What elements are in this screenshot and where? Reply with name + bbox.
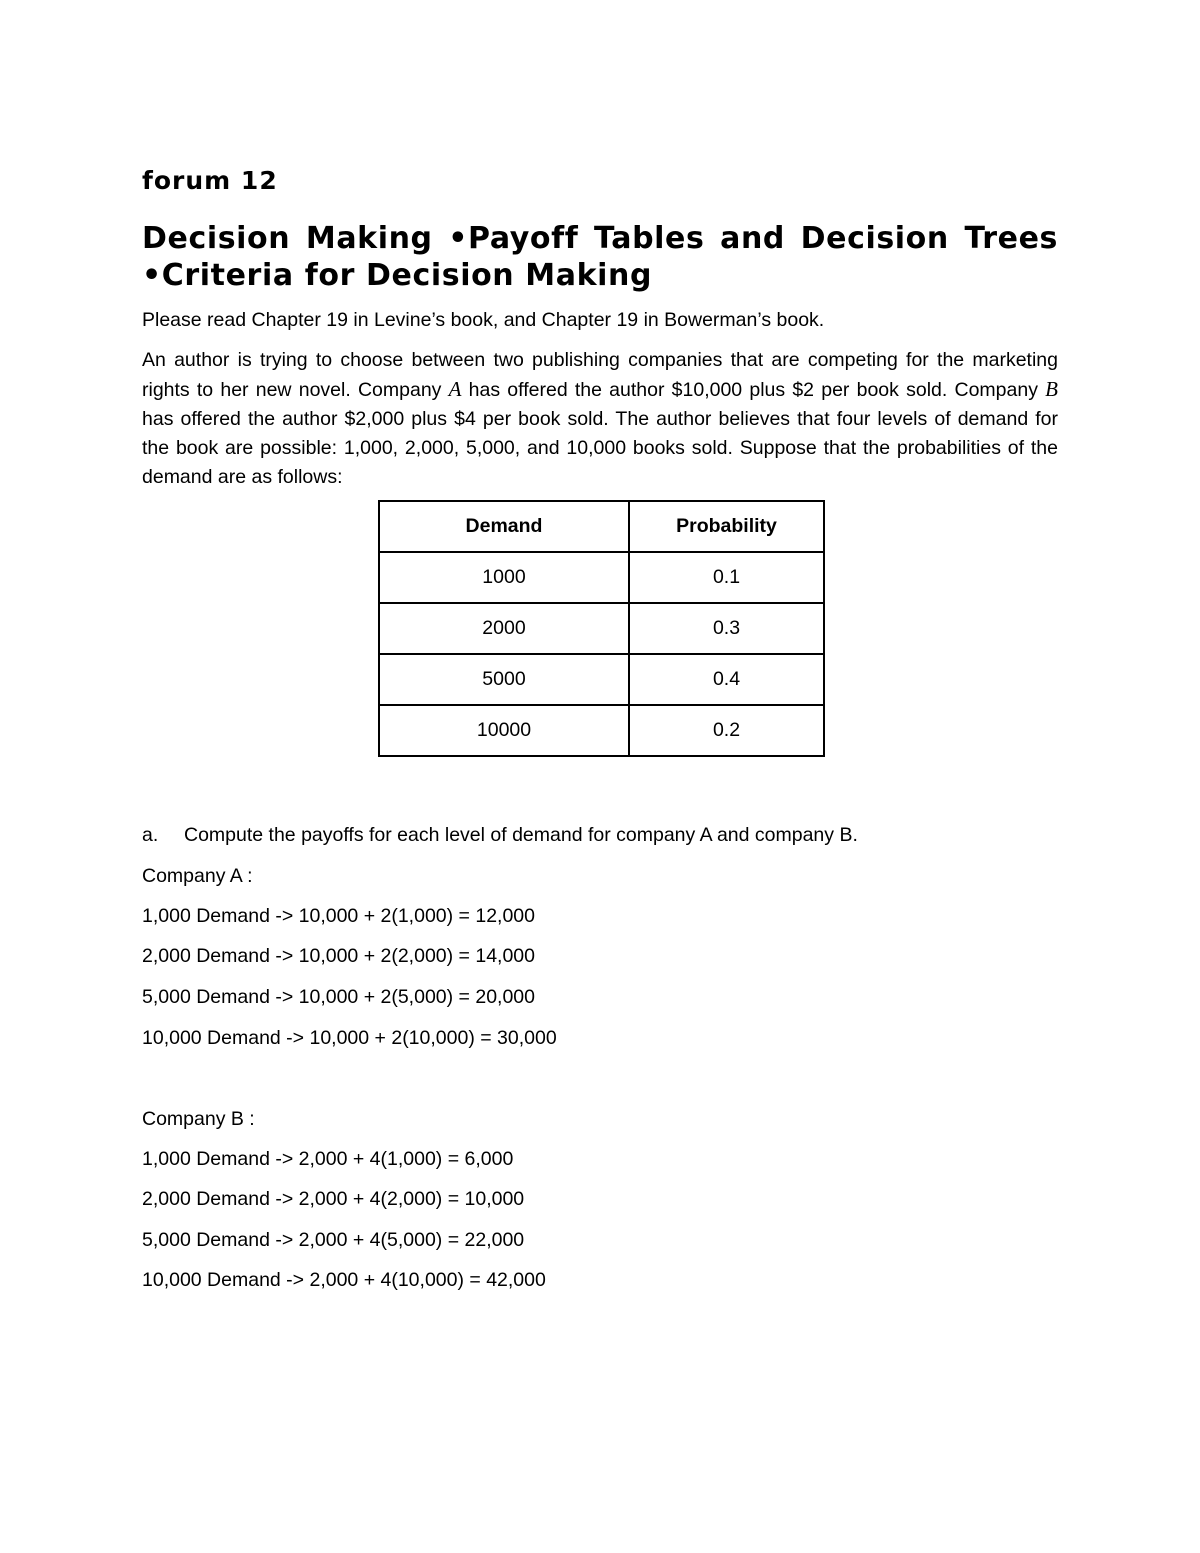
company-b-line: 5,000 Demand -> 2,000 + 4(5,000) = 22,000: [142, 1229, 525, 1251]
probability-cell: 0.2: [629, 705, 824, 756]
probability-cell: 0.1: [629, 552, 824, 603]
table-header-row: [379, 501, 824, 552]
company-a-line: 5,000 Demand -> 10,000 + 2(5,000) = 20,000: [142, 986, 535, 1008]
question-a: [142, 821, 858, 850]
company-a-line: 10,000 Demand -> 10,000 + 2(10,000) = 30,000: [142, 1027, 557, 1049]
table-row: [379, 705, 824, 756]
company-b-line: 1,000 Demand -> 2,000 + 4(1,000) = 6,000: [142, 1148, 514, 1170]
company-a-label: Company A :: [142, 865, 253, 887]
column-header-probability: Probability: [629, 501, 824, 552]
probability-cell: 0.3: [629, 603, 824, 654]
company-a-line: 2,000 Demand -> 10,000 + 2(2,000) = 14,000: [142, 945, 535, 967]
probability-cell: 0.4: [629, 654, 824, 705]
question-letter: a.: [142, 824, 159, 846]
problem-text-part2: has offered the author $10,000 plus $2 per book sold. Company: [461, 379, 1046, 401]
column-header-demand: Demand: [379, 501, 629, 552]
company-b-label: Company B :: [142, 1108, 255, 1130]
demand-cell: 2000: [379, 603, 629, 654]
demand-cell: 10000: [379, 705, 629, 756]
page-title: Decision Making •Payoff Tables and Decision Trees •Criteria for Decision Making: [142, 221, 1058, 293]
company-a-letter: A: [448, 377, 462, 401]
demand-cell: 5000: [379, 654, 629, 705]
company-a-line: 1,000 Demand -> 10,000 + 2(1,000) = 12,000: [142, 905, 535, 927]
company-b-line: 2,000 Demand -> 2,000 + 4(2,000) = 10,000: [142, 1188, 525, 1210]
reading-assignment: Please read Chapter 19 in Levine’s book, and Chapter 19 in Bowerman’s book.: [142, 309, 825, 331]
demand-cell: 1000: [379, 552, 629, 603]
problem-text-part1: An author is trying to choose between two publishing companies that are competing for the marketing rights to her new novel. Company: [142, 349, 1058, 401]
table-row: [379, 654, 824, 705]
problem-statement: [142, 346, 1058, 492]
question-text: Compute the payoffs for each level of demand for company A and company B.: [184, 824, 858, 846]
probability-table: [378, 500, 825, 757]
problem-text-part3: has offered the author $2,000 plus $4 per book sold. The author believes that four levels of demand for the book are possible: 1,000, 2,000, 5,000, and 10,000 books sold. Suppose that the probabilities of the demand are as follows:: [142, 408, 1058, 488]
table-row: [379, 552, 824, 603]
forum-label: forum 12: [142, 166, 278, 195]
company-b-line: 10,000 Demand -> 2,000 + 4(10,000) = 42,000: [142, 1269, 546, 1291]
table-row: [379, 603, 824, 654]
company-b-letter: B: [1045, 377, 1058, 401]
